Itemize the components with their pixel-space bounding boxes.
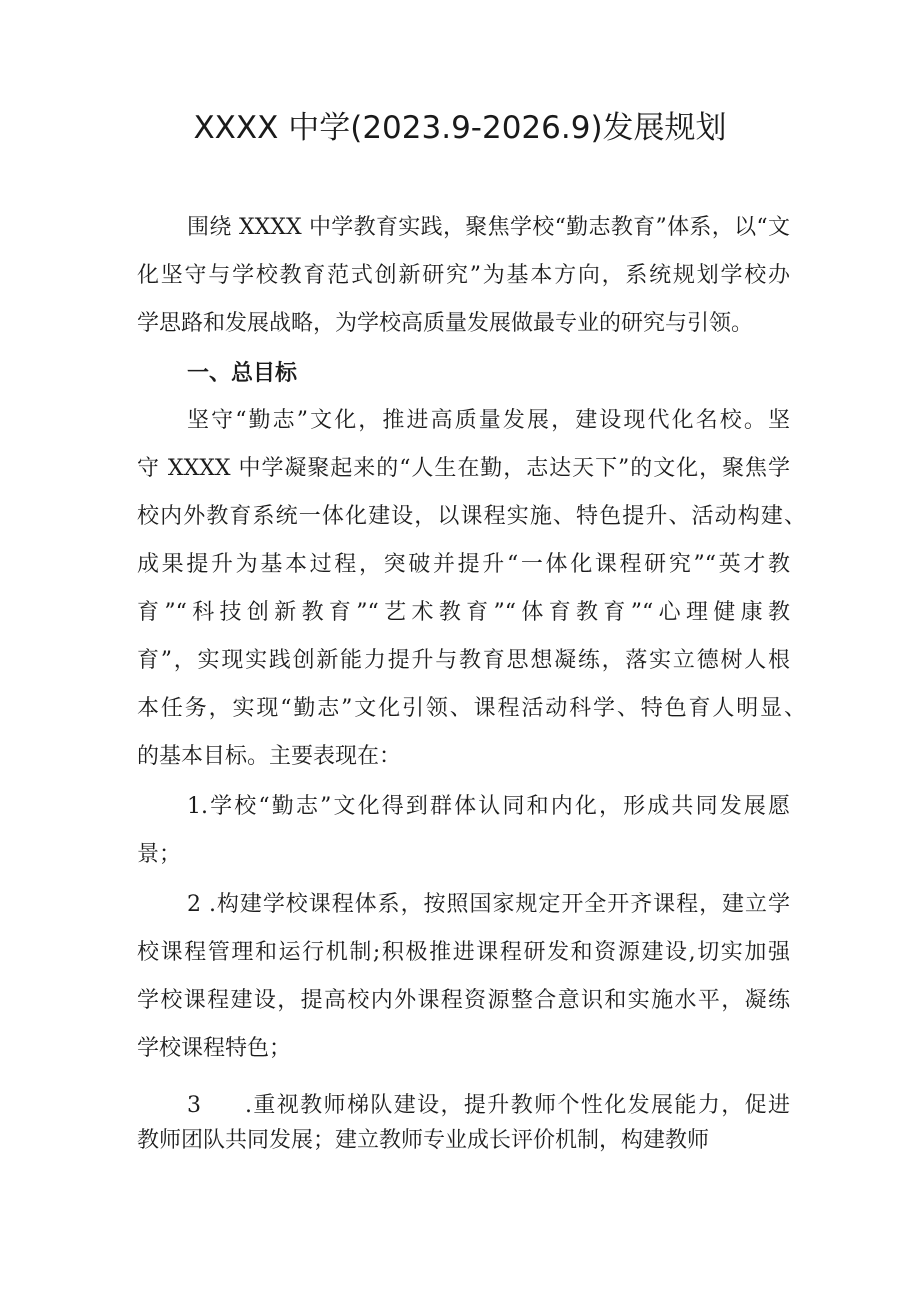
- item-text: .重视教师梯队建设，提升教师个性化发展能力，促进: [245, 1093, 790, 1118]
- paragraph-line: 围绕 XXXX 中学教育实践，聚焦学校“勤志教育”体系，以“文: [187, 215, 790, 240]
- paragraph-line: 教师团队共同发展；建立教师专业成长评价机制，构建教师: [137, 1128, 710, 1153]
- paragraph-line: 景；: [137, 842, 182, 867]
- paragraph-line: [137, 1088, 790, 1123]
- paragraph-line: 坚守“勤志”文化，推进高质量发展，建设现代化名校。坚: [187, 408, 790, 433]
- goal-paragraph: [137, 397, 806, 781]
- paragraph-line: 守 XXXX 中学凝聚起来的“人生在勤，志达天下”的文化，聚焦学: [137, 456, 790, 481]
- goal-item-2: [137, 881, 790, 1073]
- intro-paragraph: [137, 204, 790, 348]
- paragraph-line: 1.学校“勤志”文化得到群体认同和内化，形成共同发展愿: [187, 794, 790, 819]
- goal-item-3: [137, 1088, 790, 1158]
- paragraph-line: 校课程管理和运行机制;积极推进课程研发和资源建设,切实加强: [137, 940, 790, 965]
- paragraph-line: 的基本目标。主要表现在：: [137, 744, 402, 769]
- item-number: 3: [187, 1093, 201, 1118]
- paragraph-line: 成果提升为基本过程，突破并提升“一体化课程研究”“英才教: [137, 552, 790, 577]
- paragraph-line: 学校课程建设，提高校内外课程资源整合意识和实施水平，凝练: [137, 988, 790, 1013]
- paragraph-line: 本任务，实现“勤志”文化引领、课程活动科学、特色育人明显、: [137, 696, 806, 721]
- paragraph-line: 化坚守与学校教育范式创新研究”为基本方向，系统规划学校办: [137, 263, 790, 288]
- section-heading-block: [137, 350, 790, 398]
- paragraph-line: 育”，实现实践创新能力提升与教育思想凝练，落实立德树人根: [137, 648, 790, 673]
- goal-item-1: [137, 783, 790, 879]
- paragraph-line: 育”“科技创新教育”“艺术教育”“体育教育”“心理健康教: [137, 600, 790, 625]
- section-heading: 一、总目标: [187, 361, 298, 386]
- paragraph-line: 学校课程特色；: [137, 1036, 292, 1061]
- paragraph-line: 校内外教育系统一体化建设，以课程实施、特色提升、活动构建、: [137, 504, 806, 529]
- paragraph-line: 2 .构建学校课程体系，按照国家规定开全开齐课程，建立学: [187, 892, 790, 917]
- paragraph-line: 学思路和发展战略，为学校高质量发展做最专业的研究与引领。: [137, 311, 754, 336]
- document-title: XXXX 中学(2023.9-2026.9)发展规划: [193, 110, 727, 146]
